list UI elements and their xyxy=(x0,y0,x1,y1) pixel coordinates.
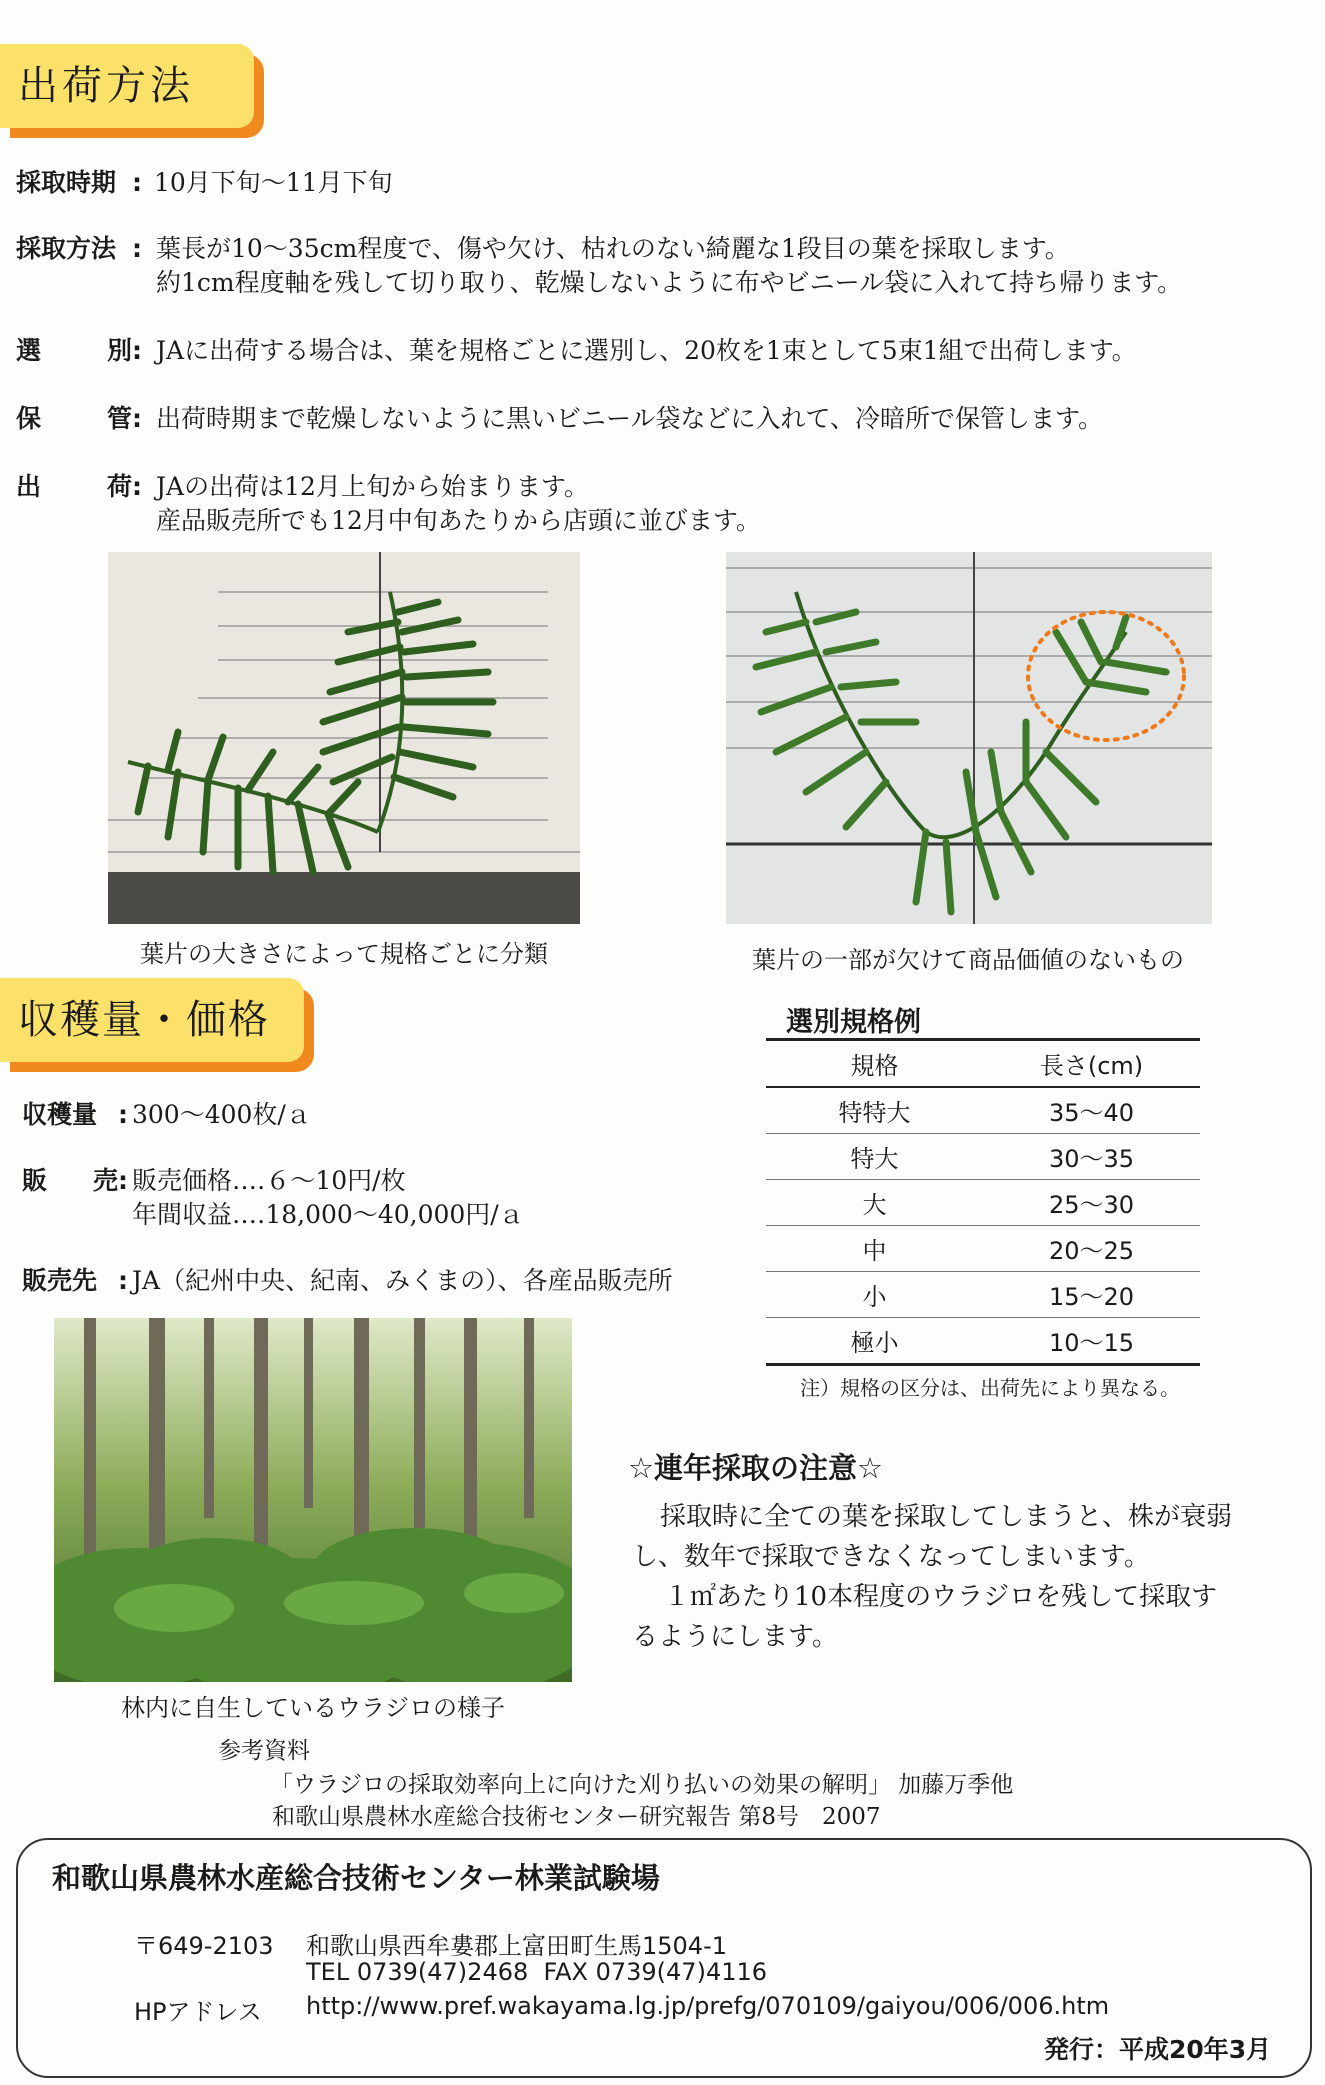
footer-hp-label: HPアドレス xyxy=(134,1998,262,2026)
value-sales-price: 販売価格‥‥６～10円/枚 xyxy=(132,1166,406,1195)
spec-grade-cell: 大 xyxy=(766,1180,983,1226)
photo-fern-size-board xyxy=(108,552,580,924)
table-row xyxy=(766,1226,1200,1272)
row-destination xyxy=(22,1264,742,1298)
value-harvest-method-1: 葉長が10～35cm程度で、傷や欠け、枯れのない綺麗な1段目の葉を採取します。 xyxy=(156,234,1070,263)
footer-org-name: 和歌山県農林水産総合技術センター林業試験場 xyxy=(52,1861,660,1895)
row-shipment xyxy=(16,470,1316,538)
value-sales-income: 年間収益‥‥18,000～40,000円/ａ xyxy=(132,1200,524,1229)
caption-photo-size-board: 葉片の大きさによって規格ごとに分類 xyxy=(140,940,548,968)
footer-issued-date: 発行：平成20年3月 xyxy=(1044,2035,1272,2064)
caution-line-3: １㎡あたり10本程度のウラジロを残して採取す xyxy=(664,1582,1218,1612)
label-destination: 販売先 : xyxy=(22,1266,128,1295)
spec-grade-cell: 特大 xyxy=(766,1134,983,1180)
harvest-heading-text: 収穫量・価格 xyxy=(0,978,304,1062)
photo-forest-urajiro xyxy=(54,1318,572,1682)
reference-label: 参考資料 xyxy=(218,1738,310,1764)
caution-line-1: 採取時に全ての葉を採取してしまうと、株が衰弱 xyxy=(660,1502,1233,1532)
caution-line-2: し、数年で採取できなくなってしまいます。 xyxy=(632,1542,1150,1572)
section-heading-harvest xyxy=(0,978,304,1062)
value-harvest-period: 10月下旬～11月下旬 xyxy=(154,168,393,197)
label-storage: 保 管 : xyxy=(16,404,142,433)
photo-fern-damaged xyxy=(726,552,1212,924)
label-harvest-period: 採取時期 : xyxy=(16,168,142,197)
table-row xyxy=(766,1180,1200,1226)
spec-header-length: 長さ(cm) xyxy=(983,1040,1200,1088)
spec-grade-cell: 小 xyxy=(766,1272,983,1318)
value-storage: 出荷時期まで乾燥しないように黒いビニール袋などに入れて、冷暗所で保管します。 xyxy=(156,404,1104,433)
spec-length-cell: 10～15 xyxy=(983,1318,1200,1365)
row-yield xyxy=(22,1098,722,1132)
spec-length-cell: 35～40 xyxy=(983,1087,1200,1134)
reference-line-1: 「ウラジロの採取効率向上に向けた刈り払いの効果の解明」 加藤万季他 xyxy=(270,1772,1014,1798)
spec-table xyxy=(766,1038,1200,1366)
value-destination: JA（紀州中央、紀南、みくまの）、各産品販売所 xyxy=(132,1266,673,1295)
caption-photo-damaged: 葉片の一部が欠けて商品価値のないもの xyxy=(752,946,1184,974)
spec-table-header-row xyxy=(766,1040,1200,1088)
spec-table-note: 注）規格の区分は、出荷先により異なる。 xyxy=(800,1376,1180,1400)
value-harvest-method-2: 約1cm程度軸を残して切り取り、乾燥しないように布やビニール袋に入れて持ち帰ります。 xyxy=(156,268,1183,297)
value-yield: 300～400枚/ａ xyxy=(132,1100,311,1129)
table-row xyxy=(766,1087,1200,1134)
shipping-heading-text: 出荷方法 xyxy=(0,44,254,128)
table-row xyxy=(766,1134,1200,1180)
label-sorting: 選 別 : xyxy=(16,336,142,365)
row-harvest-period xyxy=(16,166,1306,200)
label-yield: 収穫量 : xyxy=(22,1100,128,1129)
value-shipment-2: 産品販売所でも12月中旬あたりから店頭に並びます。 xyxy=(156,506,761,535)
spec-length-cell: 25～30 xyxy=(983,1180,1200,1226)
footer-phone-fax: TEL 0739(47)2468 FAX 0739(47)4116 xyxy=(306,1958,768,1986)
caption-photo-forest: 林内に自生しているウラジロの様子 xyxy=(121,1694,505,1722)
section-heading-shipping xyxy=(0,44,254,128)
caution-line-4: るようにします。 xyxy=(632,1622,838,1652)
row-sorting xyxy=(16,334,1316,368)
table-row xyxy=(766,1318,1200,1365)
label-harvest-method: 採取方法 : xyxy=(16,234,142,263)
row-sales xyxy=(22,1164,722,1232)
value-sorting: JAに出荷する場合は、葉を規格ごとに選別し、20枚を1束として5束1組で出荷します。 xyxy=(156,336,1137,365)
spec-length-cell: 20～25 xyxy=(983,1226,1200,1272)
row-storage xyxy=(16,402,1316,436)
label-sales: 販 売 : xyxy=(22,1166,128,1195)
footer-hp-url[interactable]: http://www.pref.wakayama.lg.jp/prefg/070109/gaiyou/006/006.htm xyxy=(306,1992,1110,2020)
spec-grade-cell: 中 xyxy=(766,1226,983,1272)
footer-postal: 〒649-2103 xyxy=(134,1932,274,1960)
row-harvest-method xyxy=(16,232,1316,300)
label-shipment: 出 荷 : xyxy=(16,472,142,501)
value-shipment-1: JAの出荷は12月上旬から始まります。 xyxy=(156,472,589,501)
spec-grade-cell: 極小 xyxy=(766,1318,983,1365)
spec-grade-cell: 特特大 xyxy=(766,1087,983,1134)
table-row xyxy=(766,1272,1200,1318)
spec-table-title: 選別規格例 xyxy=(786,1007,921,1038)
spec-length-cell: 15～20 xyxy=(983,1272,1200,1318)
reference-line-2: 和歌山県農林水産総合技術センター研究報告 第8号 2007 xyxy=(272,1804,881,1830)
footer-address: 和歌山県西牟婁郡上富田町生馬1504-1 xyxy=(306,1932,728,1960)
spec-header-grade: 規格 xyxy=(766,1040,983,1088)
caution-title: ☆連年採取の注意☆ xyxy=(628,1451,883,1485)
spec-length-cell: 30～35 xyxy=(983,1134,1200,1180)
